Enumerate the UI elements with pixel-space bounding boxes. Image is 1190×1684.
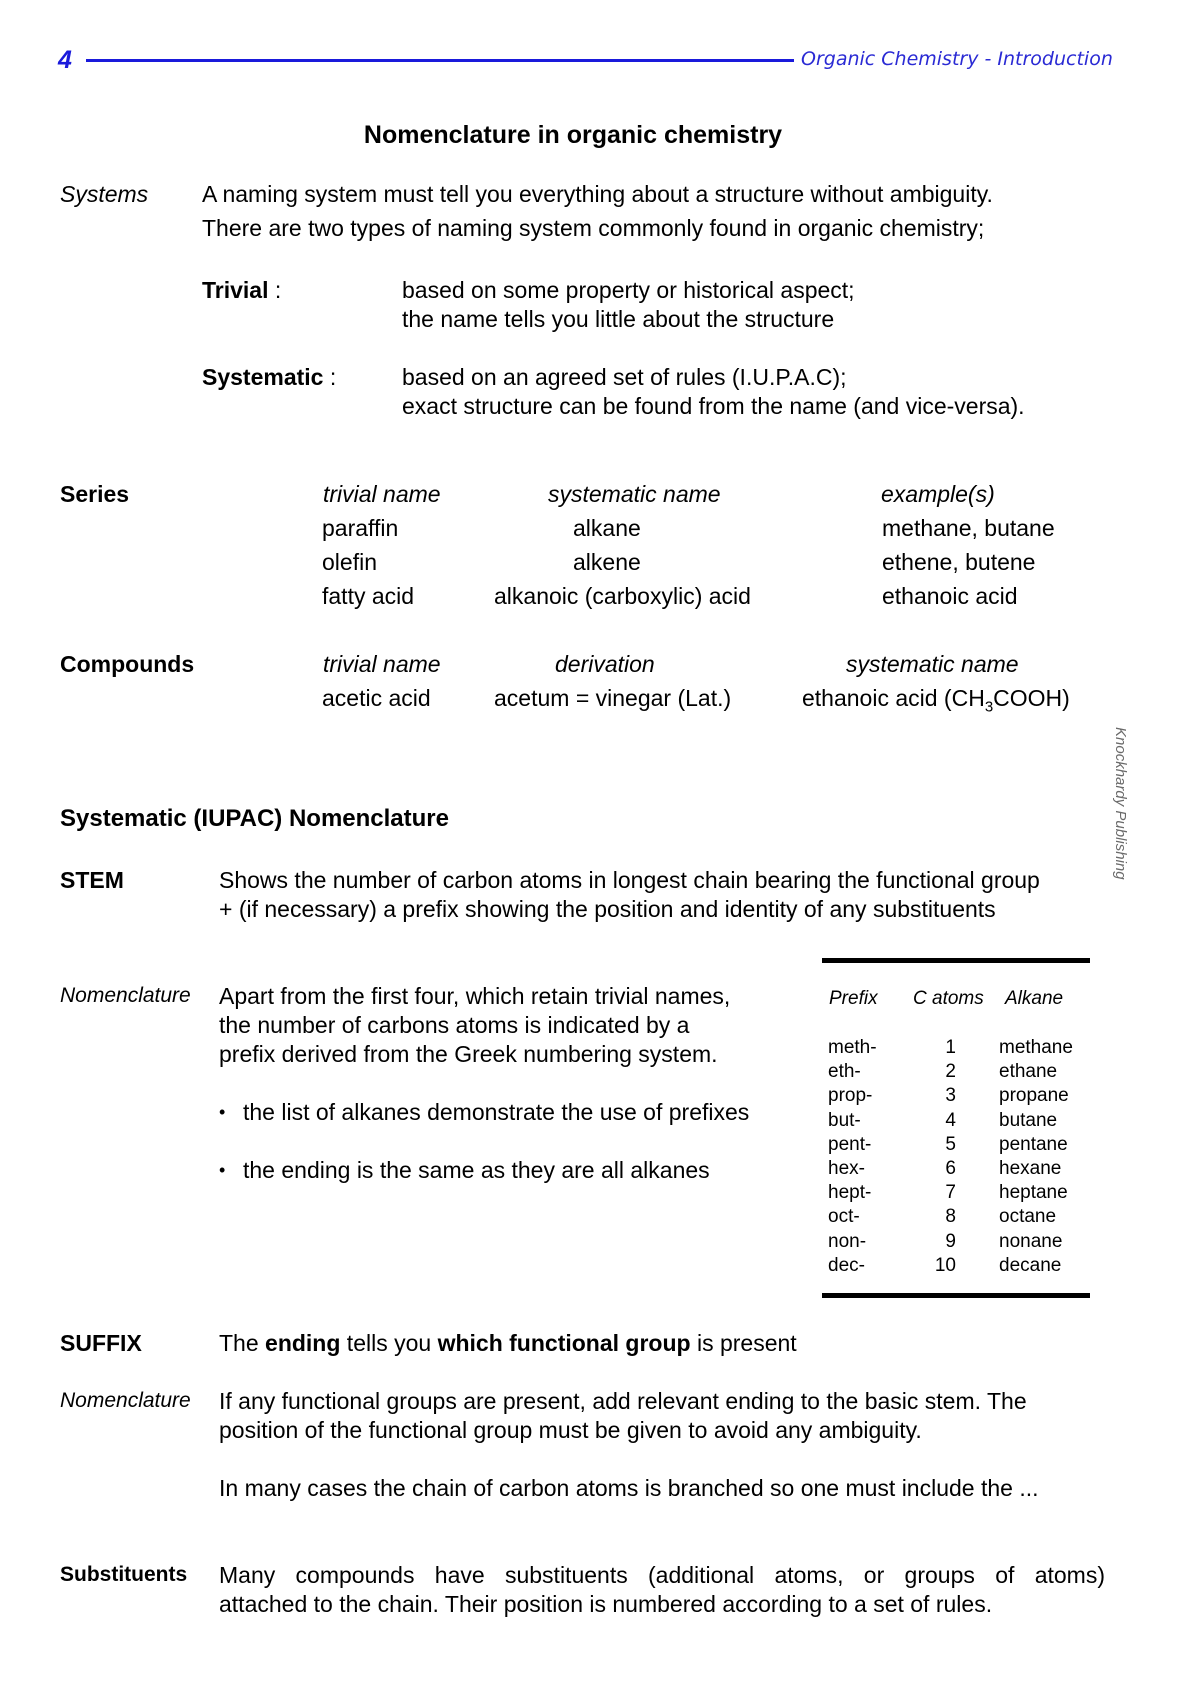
- catoms-cell: 9: [945, 1230, 956, 1252]
- publisher-side-text: Knockhardy Publishing: [1112, 727, 1129, 880]
- compounds-row-derivation: acetum = vinegar (Lat.): [494, 685, 732, 711]
- prefix-cell: oct-: [828, 1206, 860, 1228]
- nomenclature-label-1: Nomenclature: [60, 984, 191, 1007]
- bullet-1-text: the list of alkanes demonstrate the use of prefixes: [243, 1099, 750, 1125]
- substituents-label: Substituents: [60, 1563, 188, 1586]
- stem-line-2: + (if necessary) a prefix showing the position and identity of any substituents: [219, 896, 996, 922]
- prefix-cell: but-: [828, 1109, 861, 1131]
- formula-subscript: 3: [984, 698, 994, 716]
- catoms-cell: 1: [945, 1037, 956, 1058]
- series-header-examples: example(s): [881, 481, 995, 507]
- substituents-line-2: attached to the chain. Their position is numbered according to a set of rules.: [219, 1591, 993, 1617]
- systems-line-1: A naming system must tell you everything about a structure without ambiguity.: [202, 181, 993, 207]
- systems-label: Systems: [60, 181, 149, 207]
- prefix-cell: meth-: [828, 1037, 877, 1058]
- alkane-cell: propane: [999, 1085, 1069, 1107]
- prefix-table-top-rule: [822, 958, 1090, 963]
- prefix-table-catoms-column: [926, 1036, 956, 1278]
- series-row-1-systematic: alkane: [573, 515, 641, 541]
- series-row-2-systematic: alkene: [573, 549, 641, 575]
- trivial-line-1: based on some property or historical aspect;: [402, 277, 855, 303]
- suffix-text: [219, 1330, 797, 1357]
- systematic-colon: :: [329, 364, 337, 390]
- prefix-cell: hept-: [828, 1182, 872, 1204]
- systems-line-2: There are two types of naming system commonly found in organic chemistry;: [202, 215, 985, 241]
- prefix-cell: prop-: [828, 1085, 873, 1107]
- series-header-systematic: systematic name: [548, 481, 721, 507]
- series-row-1-examples: methane, butane: [882, 515, 1055, 541]
- trivial-term: [202, 277, 281, 304]
- series-row-3-trivial: fatty acid: [322, 583, 415, 609]
- substituents-line-1: Many compounds have substituents (additional atoms, or groups of atoms): [219, 1562, 1105, 1588]
- bullet-1-marker: •: [219, 1102, 226, 1122]
- bullet-2-text: the ending is the same as they are all alkanes: [243, 1157, 710, 1183]
- nomenclature-2-line-3: In many cases the chain of carbon atoms is branched so one must include the ...: [219, 1475, 1039, 1501]
- iupac-heading: Systematic (IUPAC) Nomenclature: [60, 805, 449, 832]
- suffix-text-emphasis: ending: [265, 1330, 341, 1356]
- suffix-text-emphasis: which functional group: [437, 1330, 691, 1356]
- alkane-cell: nonane: [999, 1230, 1063, 1252]
- compounds-header-derivation: derivation: [555, 651, 655, 677]
- prefix-cell: pent-: [828, 1133, 872, 1155]
- alkane-cell: methane: [999, 1037, 1073, 1058]
- alkane-cell: butane: [999, 1109, 1058, 1131]
- series-label: Series: [60, 481, 130, 507]
- series-row-3-examples: ethanoic acid: [882, 583, 1018, 609]
- running-title: Organic Chemistry - Introduction: [801, 48, 1113, 70]
- suffix-label: SUFFIX: [60, 1330, 142, 1356]
- prefix-cell: hex-: [828, 1158, 865, 1180]
- suffix-text-part: is present: [690, 1330, 797, 1356]
- series-header-trivial: trivial name: [323, 481, 441, 507]
- alkane-cell: ethane: [999, 1061, 1058, 1083]
- bullet-2-marker: •: [219, 1160, 226, 1180]
- nomenclature-2-line-1: If any functional groups are present, add relevant ending to the basic stem. The: [219, 1388, 1027, 1414]
- catoms-cell: 5: [945, 1133, 956, 1155]
- prefix-cell: non-: [828, 1230, 867, 1252]
- compounds-row-trivial: acetic acid: [322, 685, 431, 711]
- catoms-cell: 8: [945, 1206, 956, 1228]
- catoms-cell: 3: [945, 1085, 956, 1107]
- trivial-colon: :: [274, 277, 282, 303]
- suffix-text-part: tells you: [340, 1330, 438, 1356]
- nomenclature-1-line-3: prefix derived from the Greek numbering system.: [219, 1041, 718, 1067]
- formula-suffix: COOH): [993, 685, 1070, 711]
- compounds-header-systematic: systematic name: [846, 651, 1019, 677]
- alkane-cell: octane: [999, 1206, 1057, 1228]
- suffix-text-part: The: [219, 1330, 266, 1356]
- nomenclature-label-2: Nomenclature: [60, 1389, 191, 1412]
- alkane-cell: heptane: [999, 1182, 1068, 1204]
- prefix-cell: eth-: [828, 1061, 861, 1083]
- formula-prefix: ethanoic acid (CH: [802, 685, 985, 711]
- series-row-1-trivial: paraffin: [322, 515, 399, 541]
- prefix-cell: dec-: [828, 1254, 865, 1276]
- prefix-table-header-catoms: C atoms: [913, 988, 984, 1009]
- prefix-table-header-prefix: Prefix: [829, 988, 878, 1009]
- compounds-label: Compounds: [60, 651, 195, 677]
- catoms-cell: 10: [934, 1254, 956, 1276]
- catoms-cell: 2: [945, 1061, 956, 1083]
- series-row-2-trivial: olefin: [322, 549, 377, 575]
- systematic-term: [202, 364, 336, 391]
- page-number: 4: [58, 46, 72, 74]
- catoms-cell: 4: [945, 1109, 956, 1131]
- header-rule: [86, 59, 794, 62]
- systematic-line-1: based on an agreed set of rules (I.U.P.A.C);: [402, 364, 847, 390]
- stem-line-1: Shows the number of carbon atoms in longest chain bearing the functional group: [219, 867, 1040, 893]
- catoms-cell: 7: [945, 1182, 956, 1204]
- compounds-header-trivial: trivial name: [323, 651, 441, 677]
- nomenclature-2-line-2: position of the functional group must be given to avoid any ambiguity.: [219, 1417, 922, 1443]
- prefix-table-header-alkane: Alkane: [1005, 988, 1064, 1009]
- systematic-line-2: exact structure can be found from the name (and vice-versa).: [402, 393, 1025, 419]
- series-row-2-examples: ethene, butene: [882, 549, 1036, 575]
- prefix-table-bottom-rule: [822, 1293, 1090, 1298]
- page-title: Nomenclature in organic chemistry: [363, 121, 783, 149]
- nomenclature-1-line-1: Apart from the first four, which retain trivial names,: [219, 983, 731, 1009]
- trivial-label: Trivial: [202, 277, 269, 303]
- alkane-cell: pentane: [999, 1133, 1068, 1155]
- catoms-cell: 6: [945, 1158, 956, 1180]
- trivial-line-2: the name tells you little about the structure: [402, 306, 835, 332]
- series-row-3-systematic: alkanoic (carboxylic) acid: [494, 583, 751, 609]
- systematic-label: Systematic: [202, 364, 324, 390]
- compounds-row-systematic: [802, 685, 1070, 716]
- prefix-table-prefix-column: [828, 1036, 877, 1278]
- alkane-cell: decane: [999, 1254, 1062, 1276]
- alkane-cell: hexane: [999, 1158, 1062, 1180]
- stem-label: STEM: [60, 867, 124, 893]
- nomenclature-1-line-2: the number of carbons atoms is indicated by a: [219, 1012, 690, 1038]
- prefix-table-alkane-column: [999, 1036, 1073, 1278]
